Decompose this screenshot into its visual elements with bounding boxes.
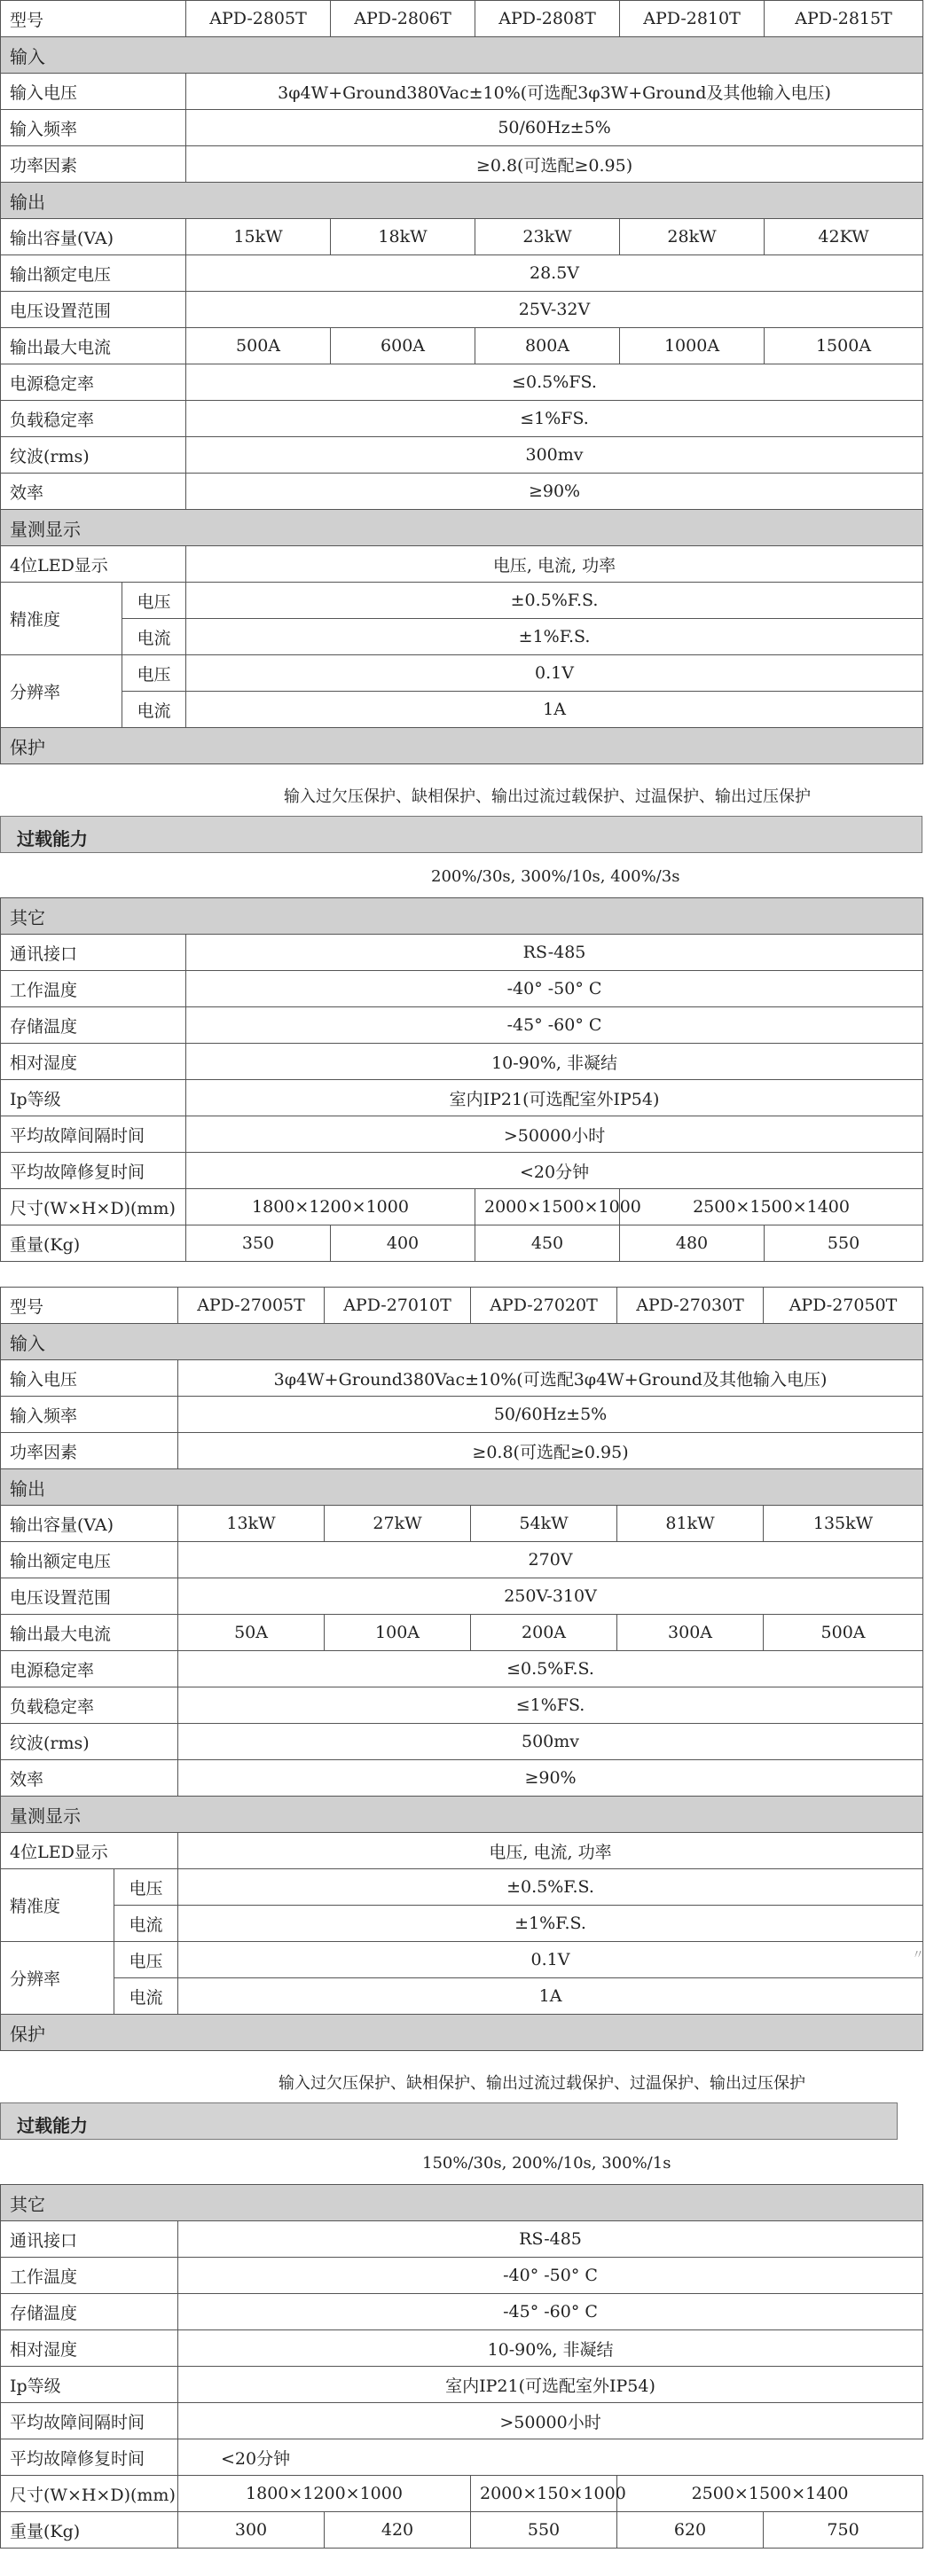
row-input-frequency [1,1397,923,1433]
row-value: 1A [186,692,923,728]
overload-text: 200%/30s, 300%/10s, 400%/3s [431,867,680,886]
section-title: 量测显示 [1,1797,923,1833]
section-protection [1,2015,923,2051]
cell-value: 15kW [186,219,331,255]
row-label: 输入电压 [1,74,186,110]
model-name: APD-27010T [325,1288,471,1324]
cell-value: 600A [331,328,475,364]
model-name: APD-2810T [620,1,765,37]
cell-value: 200A [471,1615,617,1651]
cell-value: 400 [331,1225,475,1262]
row-efficiency [1,474,923,510]
row-value: 10-90%, 非凝结 [178,2330,923,2367]
row-label: 纹波(rms) [1,1724,178,1760]
cell-value: 2500×1500×1400 [617,2476,923,2512]
cell-value: 500A [764,1615,923,1651]
row-storage-temp [1,2294,923,2330]
row-label: 存储温度 [1,1007,186,1044]
row-value: 500mv [178,1724,923,1760]
row-resolution-voltage [1,1942,923,1978]
row-label: 输出额定电压 [1,255,186,292]
row-value: RS-485 [186,935,923,971]
cell-value: 23kW [475,219,620,255]
row-input-frequency [1,110,923,146]
row-label: 效率 [1,474,186,510]
cell-value: 54kW [471,1506,617,1542]
cell-value: 2500×1500×1400 [620,1189,923,1225]
row-value: 0.1V [178,1942,923,1978]
section-output [1,183,923,219]
row-label: 输出额定电压 [1,1542,178,1578]
cell-value: 1000A [620,328,765,364]
cell-value: 2000×150×1000 [471,2476,617,2512]
row-resolution-current [1,1978,923,2015]
row-label: 输出容量(VA) [1,1506,178,1542]
section-overload [0,816,922,853]
section-measure [1,510,923,546]
row-mtbf [1,2403,923,2439]
cell-value: 300 [178,2512,325,2549]
section-title: 输入 [1,1324,923,1360]
section-title: 保护 [1,728,923,764]
model-name: APD-27050T [764,1288,923,1324]
overload-text-area [0,853,922,897]
model-name: APD-2805T [186,1,331,37]
row-weight [1,2512,923,2549]
section-overload [0,2102,898,2140]
row-label: 电压设置范围 [1,1578,178,1615]
row-value: ±0.5%F.S. [186,583,923,619]
row-label: 功率因素 [1,1433,178,1469]
row-label: 重量(Kg) [1,2512,178,2549]
cell-value: 450 [475,1225,620,1262]
sub-label: 电流 [114,1906,178,1942]
row-label: 电源稳定率 [1,1651,178,1687]
row-value: 50/60Hz±5% [186,110,923,146]
overload-text: 150%/30s, 200%/10s, 300%/1s [422,2154,671,2173]
row-accuracy-voltage [1,583,923,619]
row-label: 尺寸(W×H×D)(mm) [1,1189,186,1225]
row-label: 输入电压 [1,1360,178,1397]
cell-value: 27kW [325,1506,471,1542]
row-accuracy-voltage [1,1869,923,1906]
row-value: ≥90% [178,1760,923,1797]
row-voltage-range [1,292,923,328]
sub-label: 电压 [122,655,186,692]
cell-value: 18kW [331,219,475,255]
section-title: 其它 [1,898,923,935]
row-value: 10-90%, 非凝结 [186,1044,923,1080]
row-value: <20分钟 [221,2448,291,2469]
model-name: APD-2815T [765,1,923,37]
cell-value: 135kW [764,1506,923,1542]
row-value: >50000小时 [186,1116,923,1153]
row-value: ≤1%FS. [178,1687,923,1724]
row-value: 270V [178,1542,923,1578]
cell-value: 42KW [765,219,923,255]
row-value: 电压, 电流, 功率 [186,546,923,583]
section-title: 输出 [1,183,923,219]
row-value: ±0.5%F.S. [178,1869,923,1906]
row-value: 室内IP21(可选配室外IP54) [186,1080,923,1116]
row-max-current [1,328,923,364]
row-label: 电压设置范围 [1,292,186,328]
row-label: 电源稳定率 [1,364,186,401]
row-led-display [1,1833,923,1869]
row-humidity [1,1044,923,1080]
row-mttr [1,1153,923,1189]
row-value: 1A [178,1978,923,2015]
row-ip [1,2367,923,2403]
section-title: 输出 [1,1469,923,1506]
cell-value: 300A [617,1615,764,1651]
row-label: 分辨率 [1,655,122,728]
row-weight [1,1225,923,1262]
scan-mark-icon: 〃 [912,1948,924,1962]
row-accuracy-current [1,1906,923,1942]
row-value: 3φ4W+Ground380Vac±10%(可选配3φ4W+Ground及其他输入电压) [178,1360,923,1397]
row-input-voltage [1,74,923,110]
spec-sheet-2 [0,1287,922,2549]
row-label: 平均故障修复时间 [1,1153,186,1189]
model-label: 型号 [1,1288,178,1324]
row-value: ≥0.8(可选配≥0.95) [178,1433,923,1469]
section-title: 保护 [1,2015,923,2051]
row-label: 精准度 [1,583,122,655]
row-label: 工作温度 [1,971,186,1007]
section-title: 其它 [1,2185,923,2221]
row-value: 0.1V [186,655,923,692]
row-value: -40° -50° C [186,971,923,1007]
row-humidity [1,2330,923,2367]
sub-label: 电流 [122,619,186,655]
row-value: ±1%F.S. [178,1906,923,1942]
row-output-capacity [1,219,923,255]
model-name: APD-2808T [475,1,620,37]
row-source-regulation [1,1651,923,1687]
row-output-capacity [1,1506,923,1542]
row-value: ≤0.5%FS. [186,364,923,401]
row-comm [1,935,923,971]
row-value: 50/60Hz±5% [178,1397,923,1433]
row-value: 250V-310V [178,1578,923,1615]
row-value: ≤0.5%F.S. [178,1651,923,1687]
row-value: 28.5V [186,255,923,292]
row-value: ±1%F.S. [186,619,923,655]
row-label: 相对湿度 [1,2330,178,2367]
row-value: ≤1%FS. [186,401,923,437]
cell-value: 500A [186,328,331,364]
row-ripple [1,437,923,474]
cell-value: 28kW [620,219,765,255]
cell-value: 1800×1200×1000 [178,2476,471,2512]
section-output [1,1469,923,1506]
row-label: 分辨率 [1,1942,114,2015]
row-value: RS-485 [178,2221,923,2258]
row-label: 输出最大电流 [1,328,186,364]
overload-text-area [0,2140,922,2184]
cell-value: 480 [620,1225,765,1262]
cell-value: 81kW [617,1506,764,1542]
cell-value: 1500A [765,328,923,364]
row-value: ≥0.8(可选配≥0.95) [186,146,923,183]
model-row [1,1,923,37]
row-value: <20分钟 [186,1153,923,1189]
row-rated-voltage [1,1542,923,1578]
row-size [1,1189,923,1225]
row-label: 重量(Kg) [1,1225,186,1262]
row-value: ≥90% [186,474,923,510]
spec-table-main [0,0,923,764]
protection-text: 输入过欠压保护、缺相保护、输出过流过载保护、过温保护、输出过压保护 [279,2074,805,2093]
cell-value: 550 [471,2512,617,2549]
row-label: 存储温度 [1,2294,178,2330]
row-label: 精准度 [1,1869,114,1942]
section-input [1,37,923,74]
row-storage-temp [1,1007,923,1044]
model-name: APD-2806T [331,1,475,37]
row-value: -40° -50° C [178,2258,923,2294]
model-name: APD-27030T [617,1288,764,1324]
row-size [1,2476,923,2512]
section-protection [1,728,923,764]
section-measure [1,1797,923,1833]
row-label: Ip等级 [1,1080,186,1116]
row-op-temp [1,2258,923,2294]
section-title: 过载能力 [17,2115,88,2136]
protection-text-area [0,764,922,816]
row-max-current [1,1615,923,1651]
row-label: 纹波(rms) [1,437,186,474]
row-label: Ip等级 [1,2367,178,2403]
row-label: 功率因素 [1,146,186,183]
row-value: -45° -60° C [186,1007,923,1044]
cell-value: 1800×1200×1000 [186,1189,475,1225]
row-label: 4位LED显示 [1,546,186,583]
row-mtbf [1,1116,923,1153]
row-value: -45° -60° C [178,2294,923,2330]
section-title: 输入 [1,37,923,74]
section-title: 量测显示 [1,510,923,546]
cell-value: 2000×1500×1000 [475,1189,620,1225]
row-value: >50000小时 [178,2403,923,2439]
cell-value: 50A [178,1615,325,1651]
cell-value: 350 [186,1225,331,1262]
model-label: 型号 [1,1,186,37]
row-load-regulation [1,401,923,437]
row-label: 通讯接口 [1,2221,178,2258]
row-ripple [1,1724,923,1760]
cell-value: 750 [764,2512,923,2549]
row-input-voltage [1,1360,923,1397]
row-load-regulation [1,1687,923,1724]
row-label: 输入频率 [1,1397,178,1433]
sub-label: 电压 [122,583,186,619]
row-label: 通讯接口 [1,935,186,971]
section-input [1,1324,923,1360]
spec-sheet-1 [0,0,922,1262]
cell-value: 13kW [178,1506,325,1542]
row-power-factor [1,146,923,183]
row-resolution-current [1,692,923,728]
cell-value: 620 [617,2512,764,2549]
section-other [1,2185,923,2221]
protection-text-area [0,2051,922,2102]
row-label: 输出容量(VA) [1,219,186,255]
protection-text: 输入过欠压保护、缺相保护、输出过流过载保护、过温保护、输出过压保护 [284,787,811,806]
model-name: APD-27020T [471,1288,617,1324]
row-power-factor [1,1433,923,1469]
row-label: 负载稳定率 [1,1687,178,1724]
cell-value: 100A [325,1615,471,1651]
row-op-temp [1,971,923,1007]
sub-label: 电压 [114,1942,178,1978]
row-label: 平均故障间隔时间 [1,1116,186,1153]
cell-value: 800A [475,328,620,364]
row-value: 室内IP21(可选配室外IP54) [178,2367,923,2403]
row-label: 输入频率 [1,110,186,146]
row-label: 平均故障修复时间 [1,2439,178,2476]
row-label: 输出最大电流 [1,1615,178,1651]
row-mttr [1,2439,923,2476]
row-rated-voltage [1,255,923,292]
row-ip [1,1080,923,1116]
row-resolution-voltage [1,655,923,692]
sub-label: 电流 [122,692,186,728]
row-label: 效率 [1,1760,178,1797]
spec-table-main [0,1287,923,2051]
cell-value: 420 [325,2512,471,2549]
model-row [1,1288,923,1324]
row-label: 工作温度 [1,2258,178,2294]
row-efficiency [1,1760,923,1797]
cell-value: 550 [765,1225,923,1262]
row-label: 相对湿度 [1,1044,186,1080]
row-voltage-range [1,1578,923,1615]
row-value: 300mv [186,437,923,474]
row-value: 电压, 电流, 功率 [178,1833,923,1869]
row-value: 25V-32V [186,292,923,328]
section-other [1,898,923,935]
section-title: 过载能力 [17,828,88,850]
row-label: 尺寸(W×H×D)(mm) [1,2476,178,2512]
spec-table-other [0,897,923,1262]
row-led-display [1,546,923,583]
spec-table-other [0,2184,923,2549]
row-label: 负载稳定率 [1,401,186,437]
row-label: 4位LED显示 [1,1833,178,1869]
row-accuracy-current [1,619,923,655]
model-name: APD-27005T [178,1288,325,1324]
row-comm [1,2221,923,2258]
row-value: 3φ4W+Ground380Vac±10%(可选配3φ3W+Ground及其他输入电压) [186,74,923,110]
row-label: 平均故障间隔时间 [1,2403,178,2439]
row-source-regulation [1,364,923,401]
sub-label: 电压 [114,1869,178,1906]
sub-label: 电流 [114,1978,178,2015]
